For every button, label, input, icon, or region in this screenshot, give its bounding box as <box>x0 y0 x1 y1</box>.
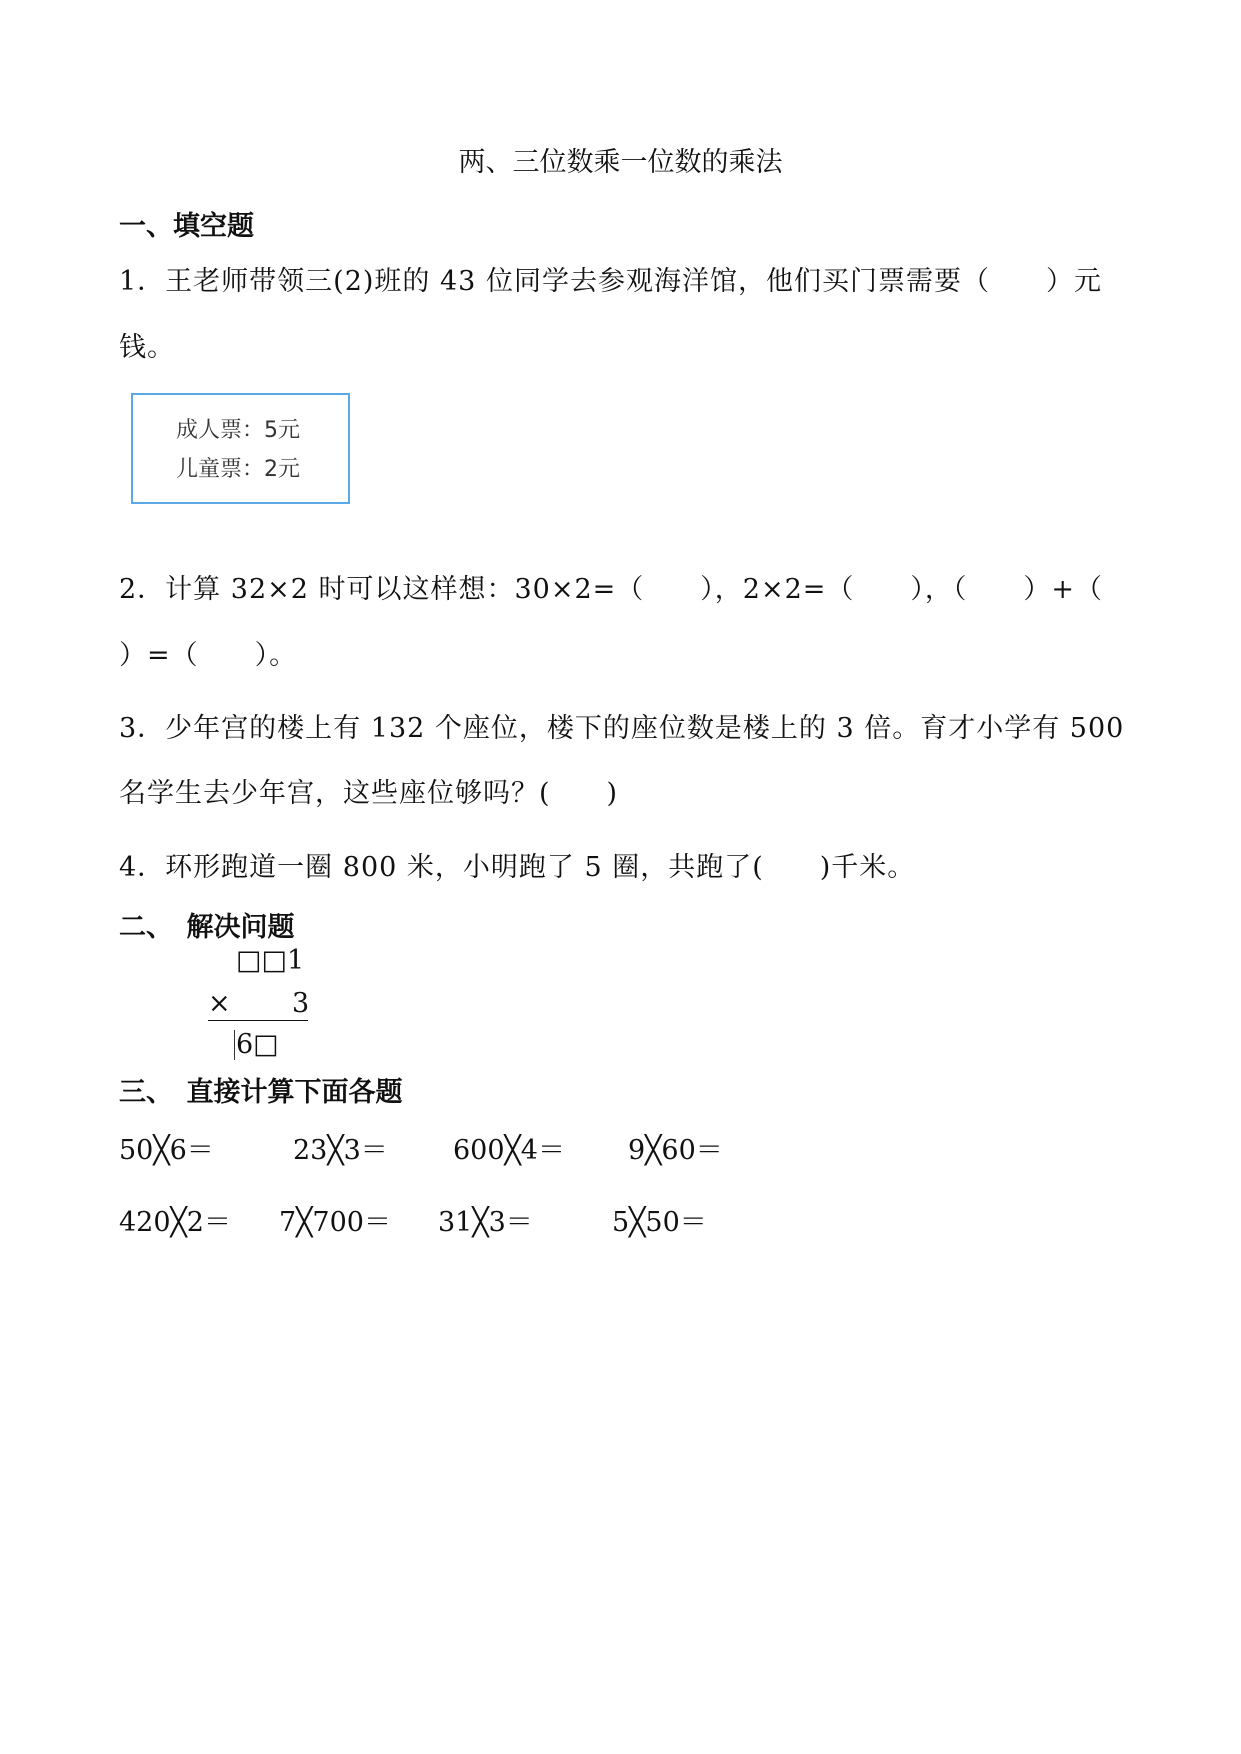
vertical-multiplier: 3 <box>292 988 310 1019</box>
calc-item: 50╳6＝ <box>119 1135 214 1166</box>
section-heading-solve-problems: 二、 解决问题 <box>119 912 295 943</box>
question-3-line-2: 名学生去少年宫，这些座位够吗？( ) <box>119 778 619 809</box>
calc-item: 9╳60＝ <box>628 1135 723 1166</box>
calc-item: 420╳2＝ <box>119 1207 231 1238</box>
child-ticket-price: 儿童票：2元 <box>176 457 300 482</box>
calc-item: 5╳50＝ <box>612 1207 707 1238</box>
question-4: 4．环形跑道一圈 800 米，小明跑了 5 圈，共跑了( )千米。 <box>119 852 916 883</box>
question-2-line-1: 2．计算 32×2 时可以这样想：30×2=（ ），2×2=（ ），（ ）+（ <box>119 574 1104 605</box>
calc-item: 600╳4＝ <box>453 1135 565 1166</box>
ticket-price-box <box>131 393 350 504</box>
question-3-line-1: 3．少年宫的楼上有 132 个座位，楼下的座位数是楼上的 3 倍。育才小学有 500 <box>119 713 1125 744</box>
vertical-top-number: □□1 <box>236 945 305 976</box>
adult-ticket-price: 成人票：5元 <box>176 418 300 443</box>
vertical-underline <box>208 1020 308 1021</box>
calc-item: 31╳3＝ <box>438 1207 533 1238</box>
vertical-multiply-sign: × <box>208 988 231 1019</box>
question-1-line-2: 钱。 <box>119 332 175 363</box>
section-heading-direct-calculation: 三、 直接计算下面各题 <box>119 1077 403 1108</box>
page-title: 两、三位数乘一位数的乘法 <box>458 147 783 178</box>
section-heading-fill-blank: 一、填空题 <box>119 211 254 242</box>
text-cursor <box>234 1030 235 1060</box>
vertical-result: 6□ <box>236 1029 279 1060</box>
question-2-line-2: ）=（ ）。 <box>119 640 298 671</box>
calc-item: 23╳3＝ <box>293 1135 388 1166</box>
question-1-line-1: 1．王老师带领三(2)班的 43 位同学去参观海洋馆，他们买门票需要（ ）元 <box>119 266 1102 297</box>
calc-item: 7╳700＝ <box>279 1207 391 1238</box>
